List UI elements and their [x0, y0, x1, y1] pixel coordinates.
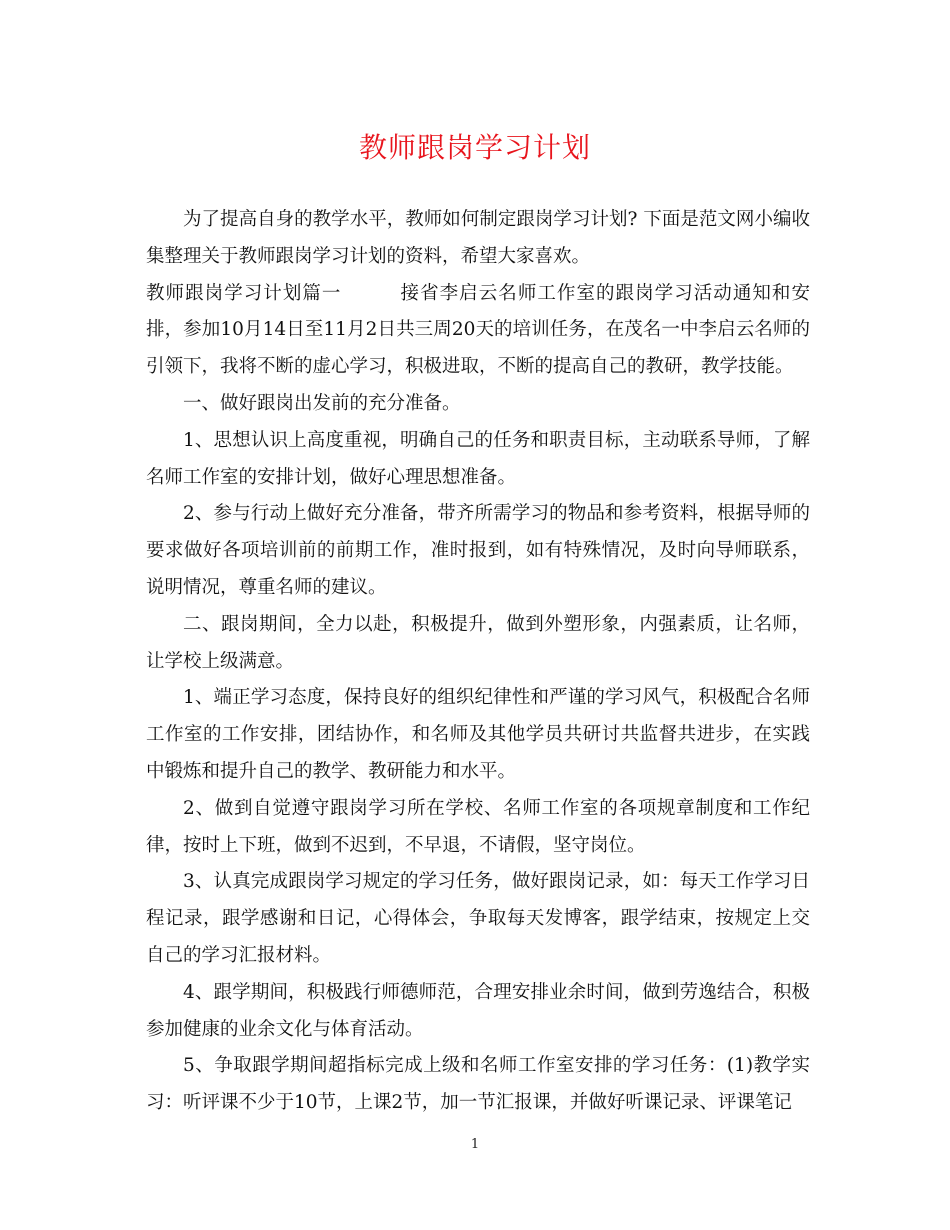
paragraph-item: 4、跟学期间，积极践行师德师范，合理安排业余时间，做到劳逸结合，积极参加健康的业余文化与体育活动。 — [146, 981, 810, 1040]
section-label: 教师跟岗学习计划篇一 — [146, 282, 342, 304]
section-paragraph — [146, 276, 810, 386]
paragraph-item: 3、认真完成跟岗学习规定的学习任务，做好跟岗记录，如：每天工作学习日程记录，跟学感谢和日记，心得体会，争取每天发博客，跟学结束，按规定上交自己的学习汇报材料。 — [146, 871, 810, 966]
page-number: 1 — [470, 1137, 480, 1152]
paragraph-item: 2、做到自觉遵守跟岗学习所在学校、名师工作室的各项规章制度和工作纪律，按时上下班，做到不迟到，不早退，不请假，坚守岗位。 — [146, 797, 810, 856]
paragraph-item: 1、思想认识上高度重视，明确自己的任务和职责目标，主动联系导师，了解名师工作室的安排计划，做好心理思想准备。 — [146, 429, 810, 488]
intro-paragraph: 为了提高自身的教学水平，教师如何制定跟岗学习计划? 下面是范文网小编收集整理关于教师跟岗学习计划的资料，希望大家喜欢。 — [146, 209, 810, 267]
document-body — [146, 202, 810, 1122]
section-text: 接省李启云名师工作室的跟岗学习活动通知和安排，参加10月14日至11月2日共三周20天的培训任务，在茂名一中李启云名师的引领下，我将不断的虚心学习，积极进取，不断的提高自己的教研，教学技能。 — [146, 282, 810, 378]
paragraph-item: 1、端正学习态度，保持良好的组织纪律性和严谨的学习风气，积极配合名师工作室的工作安排，团结协作，和名师及其他学员共研讨共监督共进步，在实践中锻炼和提升自己的教学、教研能力和水平。 — [146, 687, 810, 782]
paragraph-item: 2、参与行动上做好充分准备，带齐所需学习的物品和参考资料，根据导师的要求做好各项培训前的前期工作，准时报到，如有特殊情况，及时向导师联系，说明情况，尊重名师的建议。 — [146, 503, 810, 598]
document-title: 教师跟岗学习计划 — [358, 131, 591, 164]
heading-two: 二、跟岗期间，全力以赴，积极提升，做到外塑形象，内强素质，让名师，让学校上级满意。 — [146, 613, 810, 672]
paragraph-item: 5、争取跟学期间超指标完成上级和名师工作室安排的学习任务：(1)教学实习：听评课不少于10节，上课2节，加一节汇报课，并做好听课记录、评课笔记 — [146, 1055, 810, 1114]
heading-one: 一、做好跟岗出发前的充分准备。 — [183, 392, 461, 414]
